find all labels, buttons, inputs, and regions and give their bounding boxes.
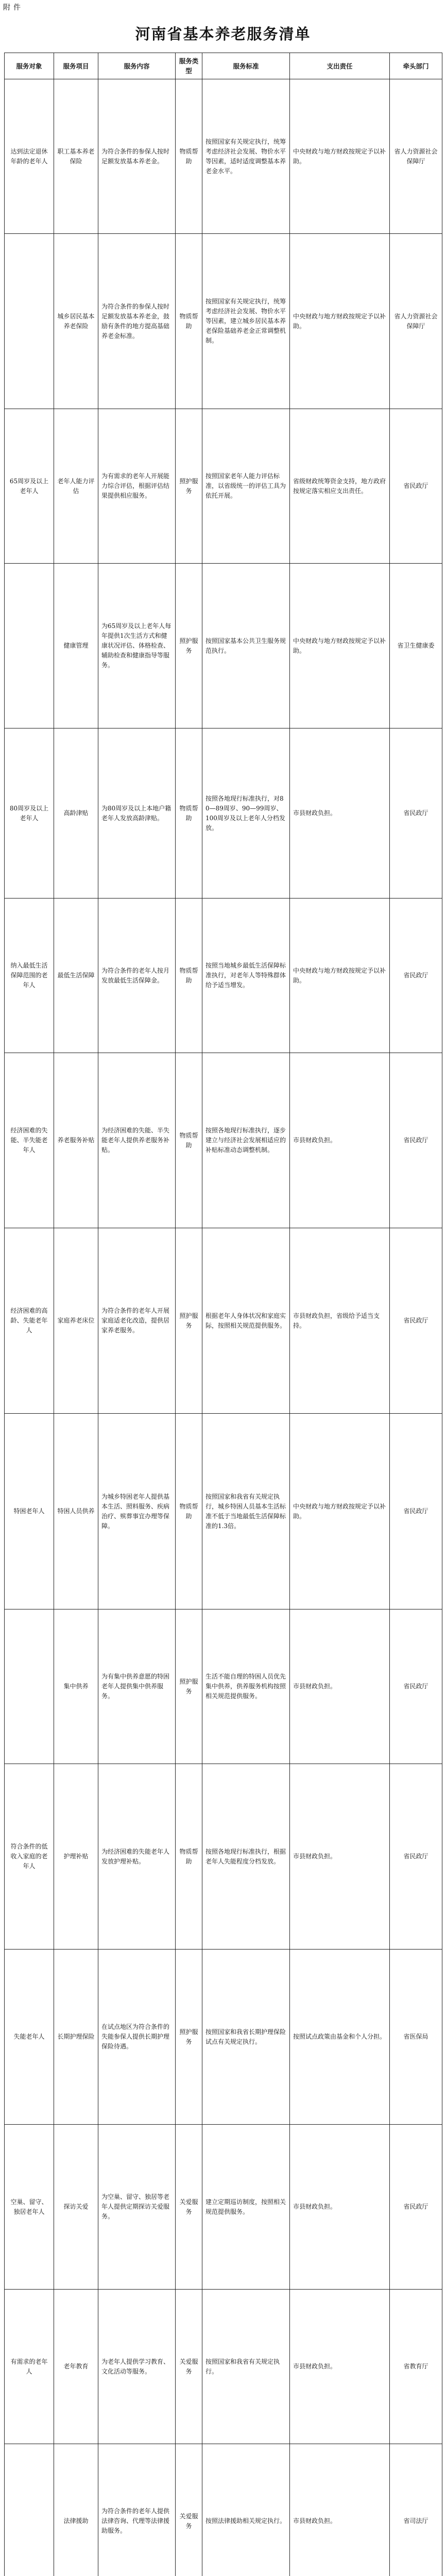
cell-type: 照护服务 <box>176 1228 202 1414</box>
cell-type: 关爱服务 <box>176 2125 202 2290</box>
cell-target: 空巢、留守、独居老年人 <box>5 2125 54 2290</box>
cell-target: 达到法定退休年龄的老年人 <box>5 79 54 234</box>
cell-item: 老年人能力评估 <box>54 409 98 564</box>
cell-department: 省人力资源社会保障厅 <box>390 234 442 409</box>
cell-content: 为符合条件的老年人开展家庭适老化改造，提供居家养老服务。 <box>98 1228 176 1414</box>
cell-item: 长期护理保险 <box>54 1950 98 2125</box>
cell-standard: 按照各地现行标准执行，逐步建立与经济社会发展相适应的补贴标准动态调整机制。 <box>202 1053 290 1228</box>
cell-responsibility: 中央财政与地方财政按规定予以补助。 <box>290 899 390 1053</box>
cell-type: 物质帮助 <box>176 1053 202 1228</box>
cell-item: 老年教育 <box>54 2290 98 2444</box>
header-type: 服务类型 <box>176 53 202 79</box>
cell-standard: 按照各地现行标准执行，对80—89周岁、90—99周岁、100周岁及以上老年人分档发放。 <box>202 728 290 899</box>
cell-type: 照护服务 <box>176 409 202 564</box>
header-responsibility: 支出责任 <box>290 53 390 79</box>
cell-standard: 按照国家有关规定执行，统筹考虑经济社会发展、物价水平等因素，适时适度调整基本养老金水平。 <box>202 79 290 234</box>
cell-standard: 按照法律援助相关规定执行。 <box>202 2444 290 2576</box>
cell-department: 省民政厅 <box>390 1609 442 1764</box>
cell-department: 省民政厅 <box>390 1764 442 1950</box>
cell-content: 为经济困难的失能、半失能老年人提供养老服务补贴。 <box>98 1053 176 1228</box>
cell-content: 为老年人提供学习教育、文化活动等服务。 <box>98 2290 176 2444</box>
cell-target: 特困老年人 <box>5 1414 54 1609</box>
cell-standard: 按照国家和我省有关规定执行。 <box>202 2290 290 2444</box>
cell-item: 养老服务补贴 <box>54 1053 98 1228</box>
cell-department: 省司法厅 <box>390 2444 442 2576</box>
cell-item: 法律援助 <box>54 2444 98 2576</box>
cell-responsibility: 中央财政与地方财政按规定予以补助。 <box>290 79 390 234</box>
cell-standard: 建立定期巡访制度，按照相关规范提供服务。 <box>202 2125 290 2290</box>
cell-standard: 按照国家基本公共卫生服务规范执行。 <box>202 564 290 728</box>
cell-responsibility: 市县财政负担。 <box>290 2444 390 2576</box>
cell-content: 为80周岁及以上本地户籍老年人发放高龄津贴。 <box>98 728 176 899</box>
service-list-table <box>4 53 442 2576</box>
cell-content: 为空巢、留守、独居等老年人提供定期探访关爱服务。 <box>98 2125 176 2290</box>
header-target: 服务对象 <box>5 53 54 79</box>
table-row <box>5 2290 442 2444</box>
cell-content: 为城乡特困老年人提供基本生活、照料服务、疾病治疗、殡葬事宜办理等保障。 <box>98 1414 176 1609</box>
cell-target: 失能老年人 <box>5 1950 54 2125</box>
table-row <box>5 1228 442 1414</box>
cell-target <box>5 1609 54 1764</box>
cell-target <box>5 234 54 409</box>
cell-type: 物质帮助 <box>176 1414 202 1609</box>
cell-item: 集中供养 <box>54 1609 98 1764</box>
header-department: 牵头部门 <box>390 53 442 79</box>
cell-item: 健康管理 <box>54 564 98 728</box>
cell-content: 为符合条件的老年人按月发放最低生活保障金。 <box>98 899 176 1053</box>
cell-standard: 根据老年人身体状况和家庭实际，按照相关规范提供服务。 <box>202 1228 290 1414</box>
cell-department: 省民政厅 <box>390 1228 442 1414</box>
cell-type: 物质帮助 <box>176 899 202 1053</box>
cell-responsibility: 中央财政与地方财政按规定予以补助。 <box>290 564 390 728</box>
cell-target: 经济困难的高龄、失能老年人 <box>5 1228 54 1414</box>
cell-item: 职工基本养老保险 <box>54 79 98 234</box>
cell-content: 为符合条件的参保人按时足额发放基本养老金，鼓励有条件的地方提高基础养老金标准。 <box>98 234 176 409</box>
cell-type: 物质帮助 <box>176 728 202 899</box>
cell-content: 为经济困难的失能老年人发放护理补贴。 <box>98 1764 176 1950</box>
cell-department: 省卫生健康委 <box>390 564 442 728</box>
attachment-label: 附件 <box>3 4 24 12</box>
cell-content: 为符合条件的老年人提供法律咨询、代理等法律援助服务。 <box>98 2444 176 2576</box>
cell-content: 为符合条件的参保人按时足额发放基本养老金。 <box>98 79 176 234</box>
cell-department: 省医保局 <box>390 1950 442 2125</box>
page-title: 河南省基本养老服务清单 <box>135 25 311 43</box>
cell-item: 高龄津贴 <box>54 728 98 899</box>
table-row <box>5 1609 442 1764</box>
cell-target: 80周岁及以上老年人 <box>5 728 54 899</box>
cell-responsibility: 省级财政统筹资金支持，地方政府按规定落实相应支出责任。 <box>290 409 390 564</box>
cell-target: 经济困难的失能、半失能老年人 <box>5 1053 54 1228</box>
cell-responsibility: 市县财政负担。 <box>290 1764 390 1950</box>
cell-department: 省民政厅 <box>390 2125 442 2290</box>
cell-type: 照护服务 <box>176 1950 202 2125</box>
cell-type: 物质帮助 <box>176 79 202 234</box>
cell-standard: 按照国家有关规定执行，统筹考虑经济社会发展、物价水平等因素，建立城乡居民基本养老保险基础养老金正常调整机制。 <box>202 234 290 409</box>
cell-responsibility: 市县财政负担。 <box>290 728 390 899</box>
table-row <box>5 1764 442 1950</box>
cell-target: 有需求的老年人 <box>5 2290 54 2444</box>
cell-content: 为有集中供养意愿的特困老年人提供集中供养服务。 <box>98 1609 176 1764</box>
cell-standard: 按照各地现行标准执行，根据老年人失能程度分档发放。 <box>202 1764 290 1950</box>
cell-department: 省民政厅 <box>390 409 442 564</box>
cell-type: 照护服务 <box>176 1609 202 1764</box>
table-row <box>5 1414 442 1609</box>
cell-standard: 按照国家和我省长期护理保险试点有关规定执行。 <box>202 1950 290 2125</box>
table-row <box>5 2444 442 2576</box>
cell-content: 为65周岁及以上老年人每年提供1次生活方式和健康状况评估、体格检查、辅助检查和健康指导等服务。 <box>98 564 176 728</box>
cell-responsibility: 市县财政负担。 <box>290 2290 390 2444</box>
cell-responsibility: 中央财政与地方财政按规定予以补助。 <box>290 1414 390 1609</box>
cell-responsibility: 市县财政负担。 <box>290 1609 390 1764</box>
cell-responsibility: 市县财政负担，省级给予适当支持。 <box>290 1228 390 1414</box>
cell-department: 省民政厅 <box>390 1414 442 1609</box>
table-row <box>5 234 442 409</box>
table-row <box>5 2125 442 2290</box>
cell-item: 特困人员供养 <box>54 1414 98 1609</box>
header-content: 服务内容 <box>98 53 176 79</box>
table-row <box>5 409 442 564</box>
cell-target: 65周岁及以上老年人 <box>5 409 54 564</box>
cell-item: 最低生活保障 <box>54 899 98 1053</box>
header-item: 服务项目 <box>54 53 98 79</box>
cell-type: 关爱服务 <box>176 2444 202 2576</box>
cell-type: 照护服务 <box>176 564 202 728</box>
table-row <box>5 1053 442 1228</box>
cell-responsibility: 按照试点政策由基金和个人分担。 <box>290 1950 390 2125</box>
cell-department: 省民政厅 <box>390 899 442 1053</box>
table-row <box>5 564 442 728</box>
cell-standard: 按照当地城乡最低生活保障标准执行，对老年人等特殊群体给予适当增发。 <box>202 899 290 1053</box>
cell-target <box>5 2444 54 2576</box>
cell-item: 家庭养老床位 <box>54 1228 98 1414</box>
cell-department: 省民政厅 <box>390 1053 442 1228</box>
cell-department: 省教育厅 <box>390 2290 442 2444</box>
cell-department: 省民政厅 <box>390 728 442 899</box>
cell-target: 纳入最低生活保障范围的老年人 <box>5 899 54 1053</box>
cell-content: 在试点地区为符合条件的失能参保人提供长期护理保险待遇。 <box>98 1950 176 2125</box>
cell-target: 符合条件的低收入家庭的老年人 <box>5 1764 54 1950</box>
cell-type: 物质帮助 <box>176 1764 202 1950</box>
cell-standard: 按照国家老年人能力评估标准，以省级统一的评估工具为依托开展。 <box>202 409 290 564</box>
cell-item: 探访关爱 <box>54 2125 98 2290</box>
table-row <box>5 1950 442 2125</box>
cell-standard: 按照国家和我省有关规定执行，城乡特困人员基本生活标准不低于当地最低生活保障标准的1.3倍。 <box>202 1414 290 1609</box>
cell-responsibility: 中央财政与地方财政按规定予以补助。 <box>290 234 390 409</box>
cell-item: 城乡居民基本养老保险 <box>54 234 98 409</box>
header-standard: 服务标准 <box>202 53 290 79</box>
cell-item: 护理补贴 <box>54 1764 98 1950</box>
cell-type: 物质帮助 <box>176 234 202 409</box>
cell-responsibility: 市县财政负担。 <box>290 2125 390 2290</box>
cell-target <box>5 564 54 728</box>
table-header-row <box>5 53 442 79</box>
cell-content: 为有需求的老年人开展能力综合评估，根据评估结果提供相应服务。 <box>98 409 176 564</box>
table-row <box>5 899 442 1053</box>
table-row <box>5 728 442 899</box>
cell-department: 省人力资源社会保障厅 <box>390 79 442 234</box>
cell-responsibility: 市县财政负担。 <box>290 1053 390 1228</box>
table-row <box>5 79 442 234</box>
cell-type: 关爱服务 <box>176 2290 202 2444</box>
cell-standard: 生活不能自理的特困人员优先集中供养，供养服务机构按照相关规范提供服务。 <box>202 1609 290 1764</box>
